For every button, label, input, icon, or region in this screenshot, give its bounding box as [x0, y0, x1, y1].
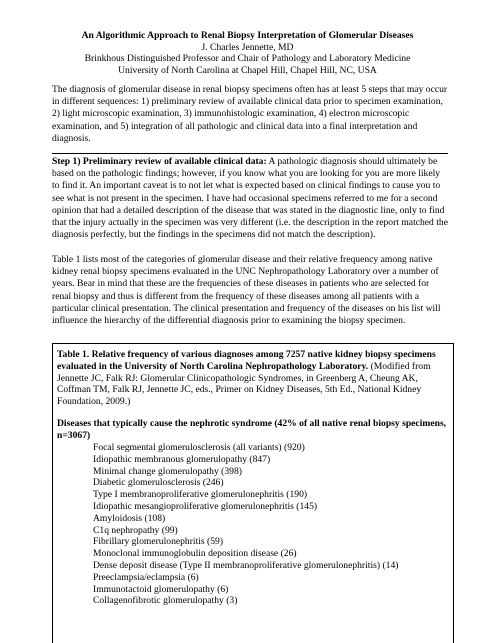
list-item: Fibrillary glomerulonephritis (59)	[93, 536, 224, 548]
list-item: Amyloidosis (108)	[93, 512, 166, 524]
nephrotic-section-heading: Diseases that typically cause the nephrotic syndrome (42% of all native renal biopsy specimens, n=3067)	[57, 418, 447, 441]
list-item: Type I membranoproliferative glomerulonephritis (190)	[93, 489, 308, 501]
list-item: Collagenofibrotic glomerulopathy (3)	[93, 595, 238, 607]
step1-paragraph	[52, 156, 448, 241]
step1-heading: Step 1) Preliminary review of available clinical data:	[52, 156, 267, 167]
intro-paragraph: The diagnosis of glomerular disease in renal biopsy specimens often has at least 5 steps that may occur in different sequences: 1) preliminary review of available clinical data prior to specimen examination, 2) light microscopic examination, 3) immunohistologic examination, 4) electron microscopic examination, and 5) integration of all pathologic and clinical data into a final interpretation and diagnosis.	[52, 84, 448, 144]
list-item: Idiopathic mesangioproliferative glomerulonephritis (145)	[93, 500, 318, 512]
list-item: Dense deposit disease (Type II membranoproliferative glomerulonephritis) (14)	[93, 559, 399, 571]
table1-source: (Modified from Jennette JC, Falk RJ: Glomerular Clinicopathologic Syndromes, in Greenberg A, Cheung AK, Coffman TM, Falk RJ, Jennette JC, eds., Primer on Kidney Diseases, 5th Ed., National Kidney Foundation, 2009.)	[57, 360, 431, 408]
list-item: Monoclonal immunoglobulin deposition disease (26)	[93, 548, 297, 560]
table1-caption: Table 1. Relative frequency of various diagnoses among 7257 native kidney biopsy specimens evaluated in the University of North Carolina Nephropathology Laboratory.	[57, 349, 436, 372]
list-item: Diabetic glomerulosclerosis (246)	[93, 477, 224, 489]
list-item: Preeclampsia/eclampsia (6)	[93, 571, 199, 583]
table1-box	[52, 343, 454, 643]
list-item: Idiopathic membranous glomerulopathy (847)	[93, 453, 271, 465]
list-item: Minimal change glomerulopathy (398)	[93, 465, 242, 477]
list-item: Focal segmental glomerulosclerosis (all variants) (920)	[93, 442, 305, 453]
author-position: Brinkhous Distinguished Professor and Chair of Pathology and Laboratory Medicine	[84, 53, 411, 65]
document-title: An Algorithmic Approach to Renal Biopsy Interpretation of Glomerular Diseases	[81, 30, 414, 41]
section-divider	[52, 153, 448, 154]
table-intro-paragraph: Table 1 lists most of the categories of glomerular disease and their relative frequency among native kidney renal biopsy specimens evaluated in the UNC Nephropathology Laboratory over a number of years. Bear in mind that these are the frequencies of these diseases in patients who are selected for renal biopsy and thus is different from the frequency of these diseases among all patients with a particular clinical presentation. The clinical presentation and frequency of the diseases on his list will influence the hierarchy of the differential diagnosis prior to examining the biopsy specimen.	[52, 254, 441, 327]
list-item: Immunotactoid glomerulopathy (6)	[93, 583, 229, 595]
author-institution: University of North Carolina at Chapel Hill, Chapel Hill, NC, USA	[118, 64, 377, 76]
list-item: C1q nephropathy (99)	[93, 524, 178, 536]
document-header	[0, 30, 495, 76]
step1-text: A pathologic diagnosis should ultimately be based on the pathologic findings; however, if you know what you are looking for you are more likely to find it. An important caveat is to not let what is expected based on clinical findings to cause you to see what is not present in the specimen. I have had occasional specimens referred to me for a second opinion that had a detailed description of the disease that was stated in the diagnostic line, only to find that the injury actually in the specimen was very different (i.e. the description in the report matched the diagnosis perfectly, but the findings in the specimens did not match the description).	[52, 156, 448, 241]
table1-caption-block	[57, 349, 449, 408]
author-name: J. Charles Jennette, MD	[201, 41, 294, 53]
nephrotic-disease-list	[57, 442, 449, 607]
